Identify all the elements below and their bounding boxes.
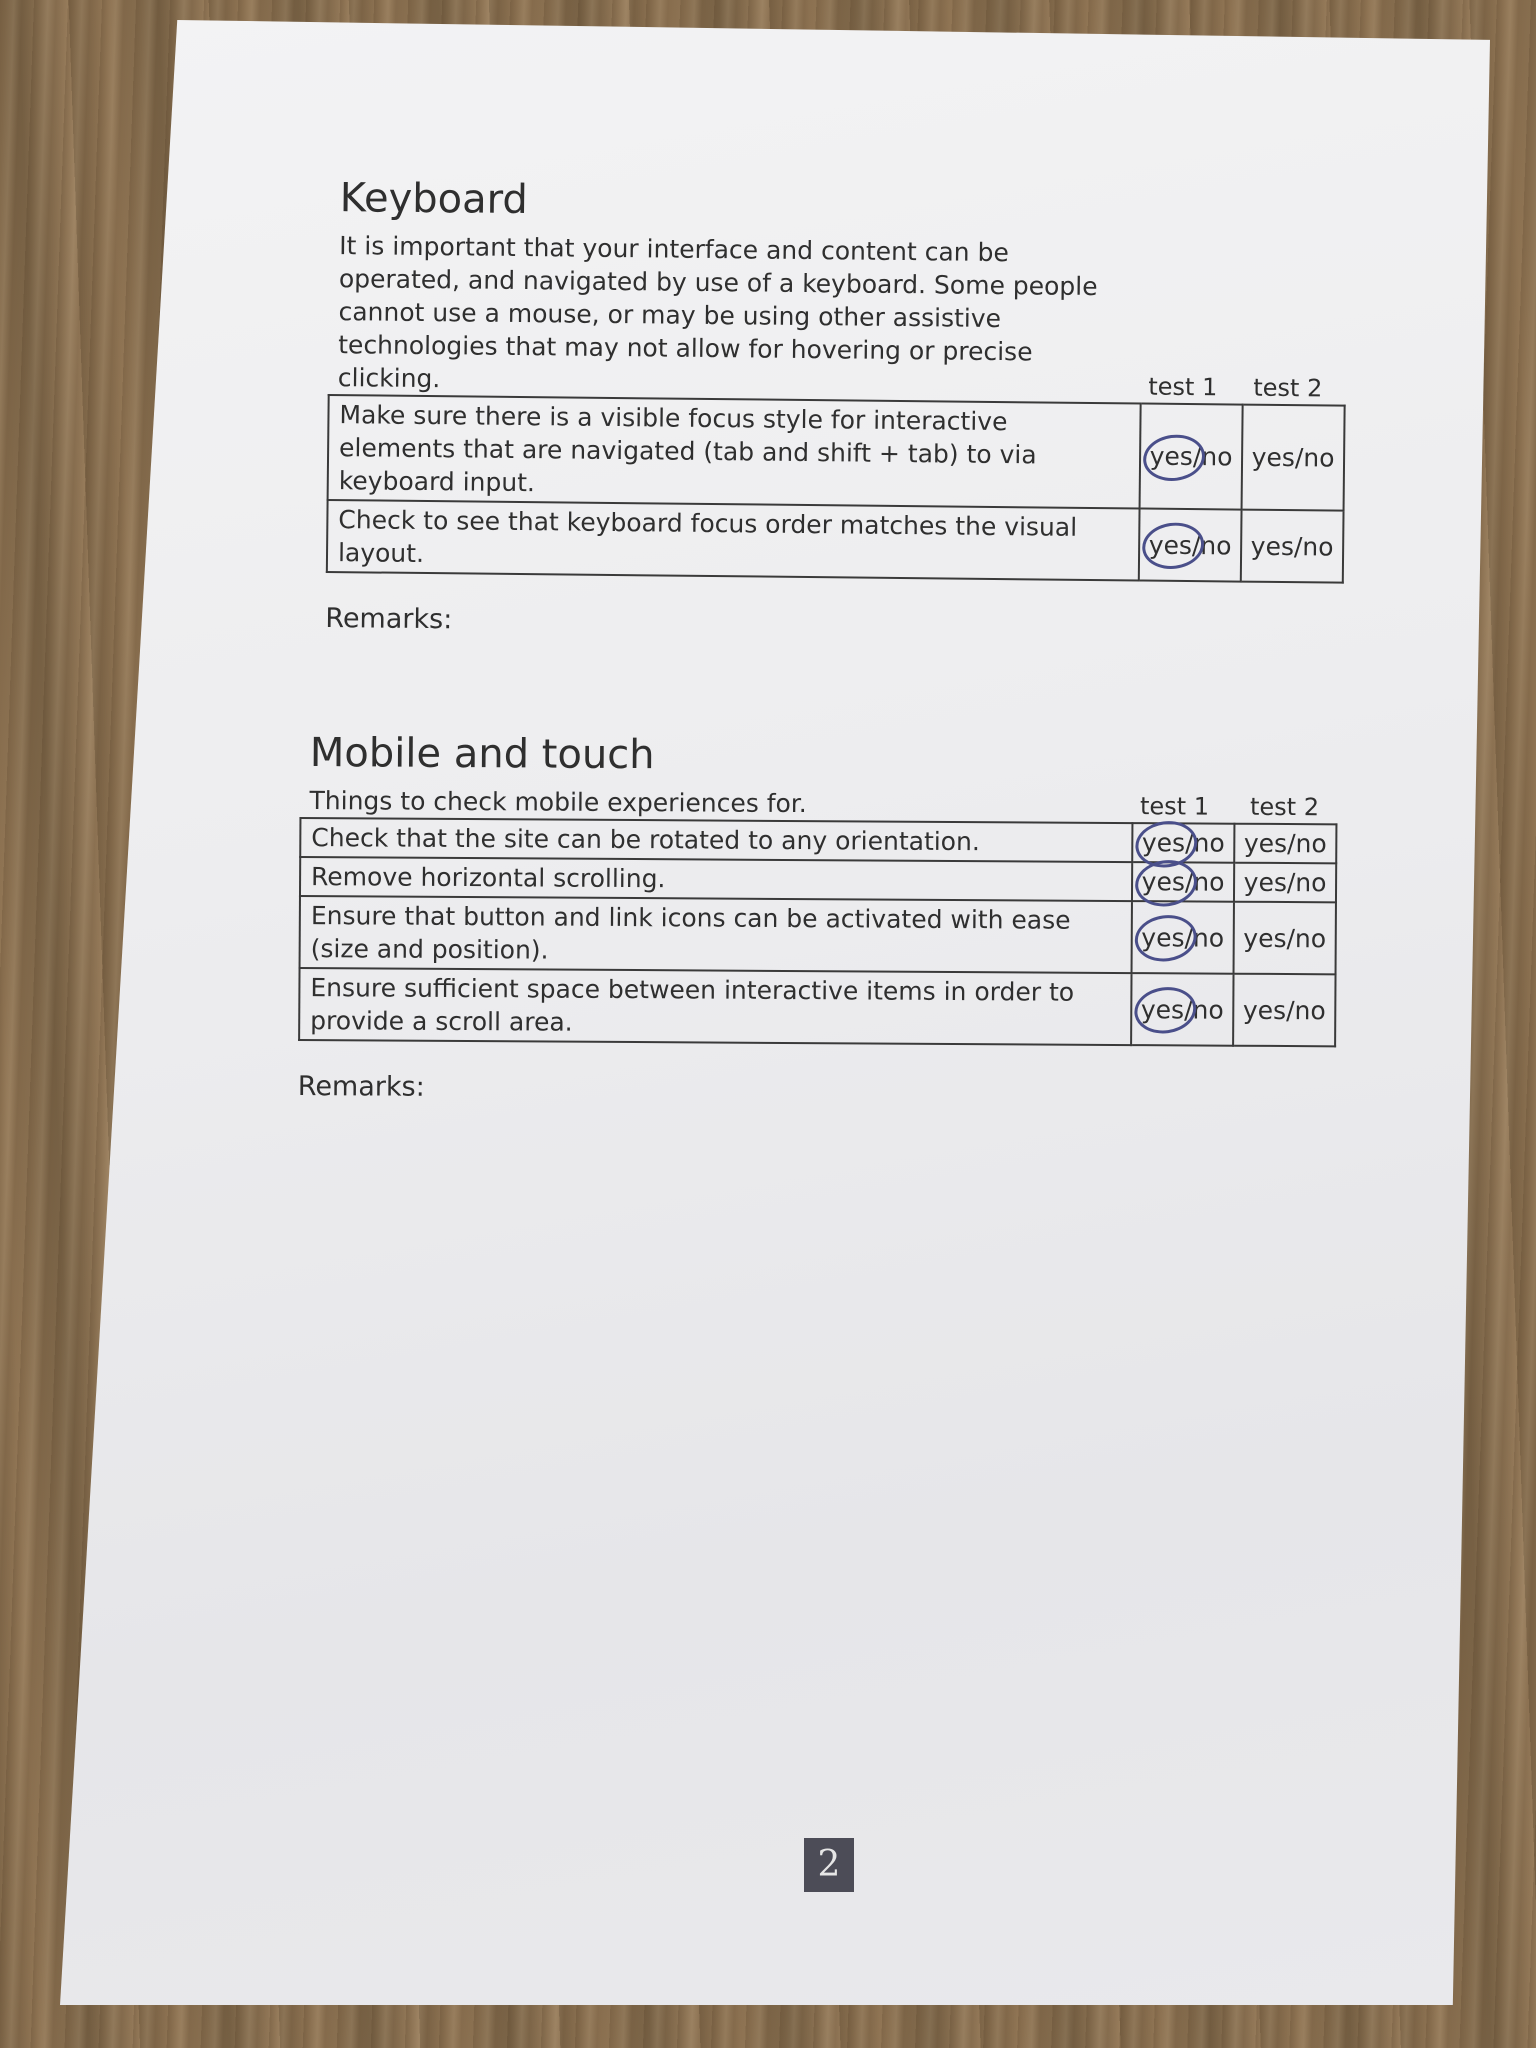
keyboard-section	[325, 175, 1350, 645]
table-row	[328, 395, 1345, 511]
keyboard-remarks-label: Remarks:	[325, 602, 453, 636]
checklist-item: Check to see that keyboard focus order matches the visual layout.	[327, 500, 1140, 580]
answer-test1[interactable]: yes/no	[1132, 862, 1234, 902]
mobile-intro: Things to check mobile experiences for.	[309, 786, 807, 819]
answer-test2[interactable]: yes/no	[1241, 510, 1344, 583]
mobile-col-test2: test 2	[1249, 792, 1320, 822]
answer-test1[interactable]: yes/no	[1132, 901, 1234, 974]
answer-test1[interactable]: yes/no	[1140, 404, 1243, 510]
checklist-item: Remove horizontal scrolling.	[300, 857, 1132, 901]
keyboard-checklist-table	[326, 394, 1346, 584]
answer-test1[interactable]: yes/no	[1139, 508, 1242, 581]
checklist-item: Check that the site can be rotated to any orientation.	[300, 818, 1132, 862]
mobile-title: Mobile and touch	[309, 730, 655, 779]
table-row	[299, 968, 1335, 1046]
table-row	[327, 500, 1344, 583]
answer-test2[interactable]: yes/no	[1234, 863, 1336, 903]
mobile-section	[298, 730, 1360, 1108]
keyboard-title: Keyboard	[339, 175, 529, 224]
answer-test2[interactable]: yes/no	[1242, 405, 1345, 511]
keyboard-col-test2: test 2	[1253, 373, 1323, 403]
keyboard-intro: It is important that your interface and content can be operated, and navigated by use of a keyboard. Some people cannot use a mouse, or may be using other assistive technologies that may not allow for hovering or precise clicking.	[337, 231, 1098, 394]
mobile-col-test1: test 1	[1139, 792, 1210, 821]
answer-test1[interactable]: yes/no	[1131, 973, 1233, 1046]
checklist-item: Make sure there is a visible focus style for interactive elements that are navigated (tab and shift + tab) to via keyboard input.	[328, 395, 1141, 508]
page-number: 2	[804, 1838, 854, 1892]
mobile-remarks-label: Remarks:	[297, 1070, 425, 1103]
answer-test2[interactable]: yes/no	[1234, 824, 1336, 864]
table-row	[300, 857, 1336, 902]
keyboard-col-test1: test 1	[1148, 372, 1218, 402]
answer-test2[interactable]: yes/no	[1233, 974, 1335, 1047]
checklist-item: Ensure that button and link icons can be activated with ease (size and position).	[300, 896, 1132, 973]
mobile-checklist-table	[298, 817, 1337, 1047]
answer-test1[interactable]: yes/no	[1132, 823, 1234, 863]
answer-test2[interactable]: yes/no	[1234, 902, 1336, 975]
table-row	[300, 896, 1336, 974]
checklist-item: Ensure sufficient space between interactive items in order to provide a scroll area.	[299, 968, 1131, 1045]
table-row	[300, 818, 1336, 863]
